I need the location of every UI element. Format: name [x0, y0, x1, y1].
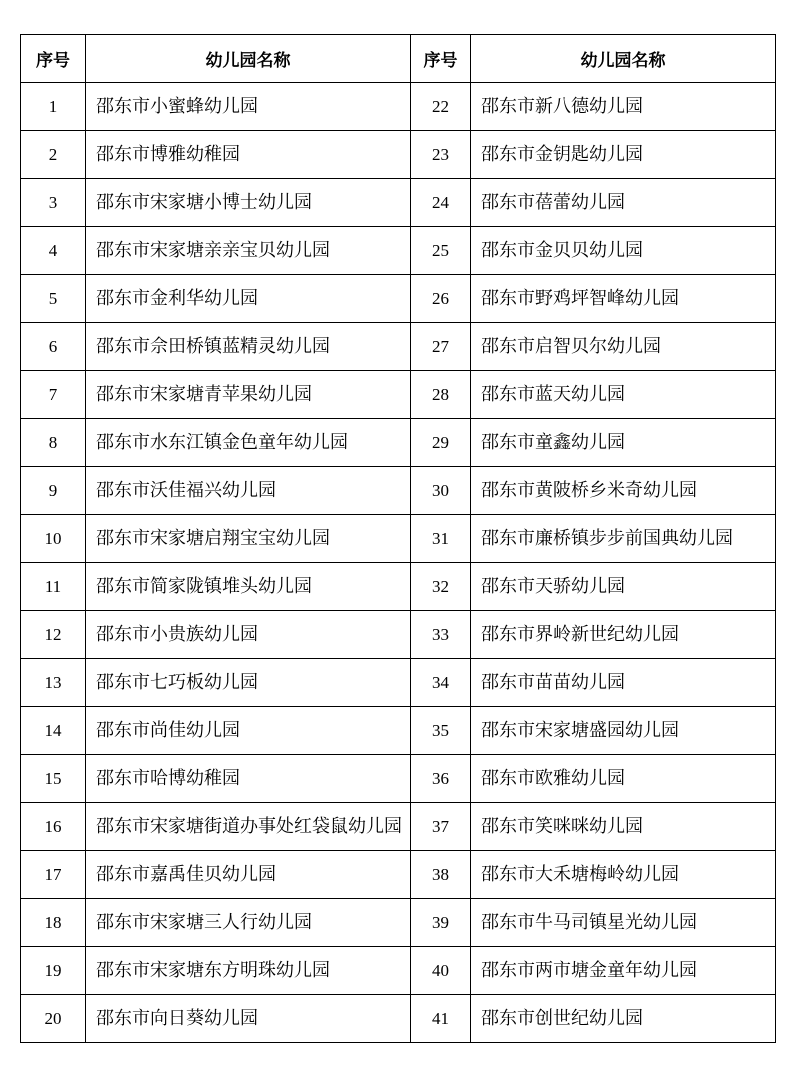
table-row [21, 947, 776, 995]
table-row [21, 83, 776, 131]
table-row [21, 659, 776, 707]
row-number-right: 24 [411, 179, 471, 227]
kindergarten-name-left: 邵东市水东江镇金色童年幼儿园 [86, 419, 411, 467]
row-number-right: 26 [411, 275, 471, 323]
table-row [21, 323, 776, 371]
kindergarten-name-left: 邵东市宋家塘青苹果幼儿园 [86, 371, 411, 419]
kindergarten-name-right: 邵东市野鸡坪智峰幼儿园 [471, 275, 776, 323]
kindergarten-name-right: 邵东市牛马司镇星光幼儿园 [471, 899, 776, 947]
row-number-left: 3 [21, 179, 86, 227]
kindergarten-name-right: 邵东市天骄幼儿园 [471, 563, 776, 611]
kindergarten-name-right: 邵东市金钥匙幼儿园 [471, 131, 776, 179]
table-row [21, 275, 776, 323]
row-number-right: 39 [411, 899, 471, 947]
kindergarten-name-left: 邵东市尚佳幼儿园 [86, 707, 411, 755]
table-row [21, 803, 776, 851]
header-name-left: 幼儿园名称 [86, 35, 411, 83]
kindergarten-name-right: 邵东市蓓蕾幼儿园 [471, 179, 776, 227]
kindergarten-name-left: 邵东市沃佳福兴幼儿园 [86, 467, 411, 515]
table-row [21, 851, 776, 899]
row-number-right: 23 [411, 131, 471, 179]
row-number-left: 13 [21, 659, 86, 707]
row-number-right: 22 [411, 83, 471, 131]
kindergarten-name-right: 邵东市宋家塘盛园幼儿园 [471, 707, 776, 755]
row-number-right: 27 [411, 323, 471, 371]
kindergarten-name-left: 邵东市宋家塘小博士幼儿园 [86, 179, 411, 227]
row-number-right: 31 [411, 515, 471, 563]
row-number-left: 1 [21, 83, 86, 131]
row-number-left: 9 [21, 467, 86, 515]
kindergarten-name-left: 邵东市简家陇镇堆头幼儿园 [86, 563, 411, 611]
kindergarten-name-right: 邵东市两市塘金童年幼儿园 [471, 947, 776, 995]
kindergarten-name-right: 邵东市欧雅幼儿园 [471, 755, 776, 803]
kindergarten-name-right: 邵东市笑咪咪幼儿园 [471, 803, 776, 851]
row-number-right: 41 [411, 995, 471, 1043]
kindergarten-name-right: 邵东市界岭新世纪幼儿园 [471, 611, 776, 659]
table-body [21, 83, 776, 1043]
row-number-right: 33 [411, 611, 471, 659]
kindergarten-name-right: 邵东市新八德幼儿园 [471, 83, 776, 131]
table-row [21, 899, 776, 947]
kindergarten-name-right: 邵东市启智贝尔幼儿园 [471, 323, 776, 371]
table-row [21, 755, 776, 803]
table-header-row [21, 35, 776, 83]
kindergarten-name-left: 邵东市七巧板幼儿园 [86, 659, 411, 707]
kindergarten-list-table [20, 34, 776, 1043]
row-number-left: 19 [21, 947, 86, 995]
row-number-right: 30 [411, 467, 471, 515]
kindergarten-name-right: 邵东市创世纪幼儿园 [471, 995, 776, 1043]
row-number-left: 17 [21, 851, 86, 899]
header-number-left: 序号 [21, 35, 86, 83]
table-row [21, 707, 776, 755]
kindergarten-name-left: 邵东市小贵族幼儿园 [86, 611, 411, 659]
kindergarten-name-left: 邵东市宋家塘三人行幼儿园 [86, 899, 411, 947]
kindergarten-name-right: 邵东市童鑫幼儿园 [471, 419, 776, 467]
row-number-left: 5 [21, 275, 86, 323]
row-number-left: 18 [21, 899, 86, 947]
row-number-right: 34 [411, 659, 471, 707]
row-number-left: 4 [21, 227, 86, 275]
row-number-left: 7 [21, 371, 86, 419]
table-row [21, 563, 776, 611]
row-number-left: 16 [21, 803, 86, 851]
row-number-left: 11 [21, 563, 86, 611]
table-row [21, 179, 776, 227]
row-number-left: 2 [21, 131, 86, 179]
kindergarten-name-left: 邵东市哈博幼稚园 [86, 755, 411, 803]
row-number-right: 37 [411, 803, 471, 851]
table-row [21, 419, 776, 467]
row-number-right: 38 [411, 851, 471, 899]
header-name-right: 幼儿园名称 [471, 35, 776, 83]
kindergarten-name-left: 邵东市金利华幼儿园 [86, 275, 411, 323]
row-number-left: 20 [21, 995, 86, 1043]
row-number-left: 6 [21, 323, 86, 371]
table-row [21, 227, 776, 275]
table-row [21, 371, 776, 419]
row-number-right: 28 [411, 371, 471, 419]
table-row [21, 467, 776, 515]
kindergarten-name-left: 邵东市宋家塘启翔宝宝幼儿园 [86, 515, 411, 563]
table-row [21, 995, 776, 1043]
row-number-left: 12 [21, 611, 86, 659]
kindergarten-name-right: 邵东市蓝天幼儿园 [471, 371, 776, 419]
table-row [21, 611, 776, 659]
row-number-right: 35 [411, 707, 471, 755]
row-number-right: 36 [411, 755, 471, 803]
kindergarten-name-left: 邵东市小蜜蜂幼儿园 [86, 83, 411, 131]
kindergarten-name-left: 邵东市宋家塘亲亲宝贝幼儿园 [86, 227, 411, 275]
kindergarten-name-right: 邵东市廉桥镇步步前国典幼儿园 [471, 515, 776, 563]
table-row [21, 131, 776, 179]
row-number-left: 8 [21, 419, 86, 467]
row-number-left: 14 [21, 707, 86, 755]
kindergarten-name-right: 邵东市大禾塘梅岭幼儿园 [471, 851, 776, 899]
row-number-left: 15 [21, 755, 86, 803]
header-number-right: 序号 [411, 35, 471, 83]
kindergarten-name-right: 邵东市苗苗幼儿园 [471, 659, 776, 707]
kindergarten-name-left: 邵东市嘉禹佳贝幼儿园 [86, 851, 411, 899]
kindergarten-name-left: 邵东市宋家塘东方明珠幼儿园 [86, 947, 411, 995]
kindergarten-name-left: 邵东市向日葵幼儿园 [86, 995, 411, 1043]
table-row [21, 515, 776, 563]
row-number-right: 32 [411, 563, 471, 611]
row-number-right: 29 [411, 419, 471, 467]
kindergarten-name-left: 邵东市博雅幼稚园 [86, 131, 411, 179]
kindergarten-name-left: 邵东市宋家塘街道办事处红袋鼠幼儿园 [86, 803, 411, 851]
row-number-right: 25 [411, 227, 471, 275]
row-number-right: 40 [411, 947, 471, 995]
kindergarten-name-right: 邵东市黄陂桥乡米奇幼儿园 [471, 467, 776, 515]
kindergarten-name-right: 邵东市金贝贝幼儿园 [471, 227, 776, 275]
row-number-left: 10 [21, 515, 86, 563]
kindergarten-name-left: 邵东市佘田桥镇蓝精灵幼儿园 [86, 323, 411, 371]
